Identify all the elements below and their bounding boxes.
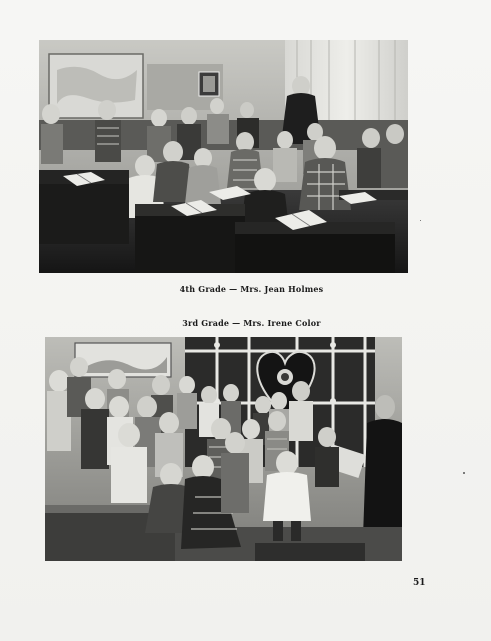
print-speck	[420, 220, 421, 221]
page-number: 51	[413, 578, 426, 588]
third-grade-caption: 3rd Grade — Mrs. Irene Color	[182, 318, 321, 328]
print-speck	[463, 472, 465, 474]
fourth-grade-photo	[39, 40, 408, 273]
third-grade-photo	[45, 337, 402, 561]
fourth-grade-caption: 4th Grade — Mrs. Jean Holmes	[179, 284, 324, 294]
